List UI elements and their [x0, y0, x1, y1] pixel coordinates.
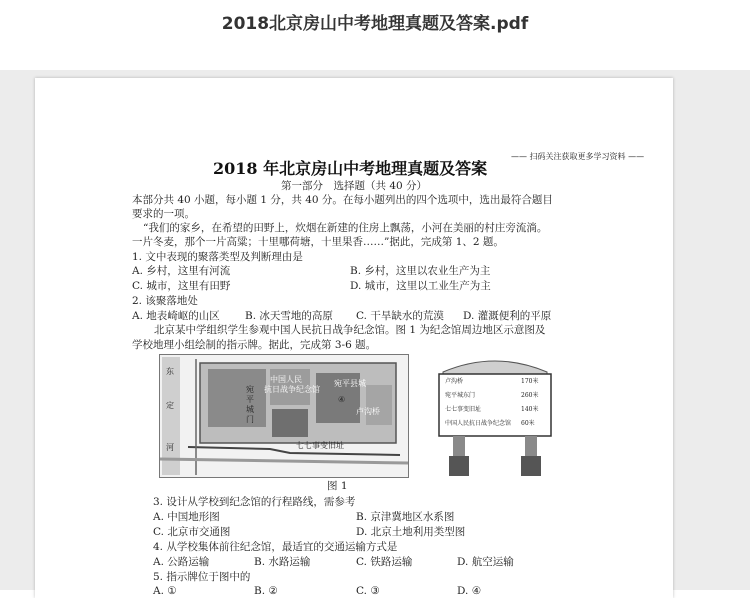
q5-option-c: C. ③: [356, 585, 380, 597]
sign-row-2-place: 宛平城东门: [445, 392, 476, 399]
map-label-museum-2: 抗日战争纪念馆: [264, 385, 320, 394]
map-label-museum-1: 中国人民: [270, 375, 302, 384]
q1-option-d: D. 城市，这里以工业生产为主: [350, 280, 491, 292]
map-label-county: 宛平县城: [334, 379, 366, 388]
q3-option-b: B. 京津冀地区水系图: [356, 511, 455, 523]
passage-line-3: 北京某中学组织学生参观中国人民抗日战争纪念馆。图 1 为纪念馆周边地区示意图及: [154, 324, 546, 336]
question-3: 3. 设计从学校到纪念馆的行程路线，需参考: [153, 496, 356, 508]
signboard-drawing: [433, 356, 557, 478]
sign-row-2-dist: 260米: [521, 392, 539, 399]
q2-option-a: A. 地表崎岖的山区: [132, 310, 220, 322]
sign-row-3-place: 七七事变旧址: [445, 406, 482, 413]
map-label-river: 河: [166, 443, 174, 452]
question-4: 4. 从学校集体前往纪念馆，最适宜的交通运输方式是: [153, 541, 398, 553]
q5-option-a: A. ①: [153, 585, 177, 597]
sign-row-4-place: 中国人民抗日战争纪念馆: [445, 420, 512, 427]
sign-row-4-dist: 60米: [521, 420, 535, 427]
figure-caption: 图 1: [327, 480, 348, 492]
file-title: 2018北京房山中考地理真题及答案.pdf: [221, 14, 529, 34]
passage-line-1: “我们的家乡，在希望的田野上，炊烟在新建的住房上飘荡，小河在美丽的村庄旁流淌。: [143, 222, 548, 234]
question-5: 5. 指示牌位于图中的: [153, 571, 251, 583]
q3-option-c: C. 北京市交通图: [153, 526, 231, 538]
q4-option-b: B. 水路运输: [254, 556, 311, 568]
q2-option-b: B. 冰天雪地的高原: [245, 310, 333, 322]
map-label-site: 七七事变旧址: [296, 441, 344, 450]
map-label-bridge: 卢沟桥: [356, 407, 380, 416]
map-label-marker: ④: [338, 395, 346, 404]
q5-option-b: B. ②: [254, 585, 278, 597]
map-label-ding: 定: [166, 401, 174, 410]
q2-option-d: D. 灌溉便利的平原: [463, 310, 552, 322]
question-2: 2. 该聚落地处: [132, 295, 198, 307]
passage-line-2: 一片冬麦，那个一片高粱；十里哪荷塘，十里果香……”据此，完成第 1、2 题。: [132, 236, 504, 248]
q4-option-a: A. 公路运输: [153, 556, 210, 568]
q4-option-d: D. 航空运输: [457, 556, 514, 568]
sign-row-3-dist: 140米: [521, 406, 539, 413]
signboard-figure: [433, 356, 557, 478]
area-map: [159, 354, 409, 478]
document-title: 2018 年北京房山中考地理真题及答案: [213, 159, 488, 178]
question-1: 1. 文中表现的聚落类型及判断理由是: [132, 251, 303, 263]
intro-line-1: 本部分共 40 小题，每小题 1 分，共 40 分。在每小题列出的四个选项中，选出最符合题目: [132, 194, 553, 206]
q1-option-c: C. 城市，这里有田野: [132, 280, 231, 292]
q2-option-c: C. 干旱缺水的荒漠: [356, 310, 444, 322]
scan-note: —— 扫码关注获取更多学习资料 ——: [511, 152, 645, 161]
intro-line-2: 要求的一项。: [132, 208, 195, 220]
map-label-east: 东: [166, 367, 174, 376]
q3-option-a: A. 中国地形图: [153, 511, 220, 523]
passage-line-4: 学校地理小组绘制的指示牌。据此，完成第 3-6 题。: [132, 339, 377, 351]
q1-option-a: A. 乡村，这里有河流: [132, 265, 231, 277]
q4-option-c: C. 铁路运输: [356, 556, 413, 568]
viewer-header: [0, 0, 750, 70]
sign-row-1-dist: 170米: [521, 378, 539, 385]
pdf-page: [35, 78, 673, 598]
section-heading: 第一部分 选择题（共 40 分）: [281, 180, 428, 192]
q5-option-d: D. ④: [457, 585, 482, 597]
map-label-gate: 宛平城门: [246, 385, 254, 424]
q1-option-b: B. 乡村，这里以农业生产为主: [350, 265, 491, 277]
q3-option-d: D. 北京土地利用类型图: [356, 526, 466, 538]
sign-row-1-place: 卢沟桥: [445, 378, 464, 385]
